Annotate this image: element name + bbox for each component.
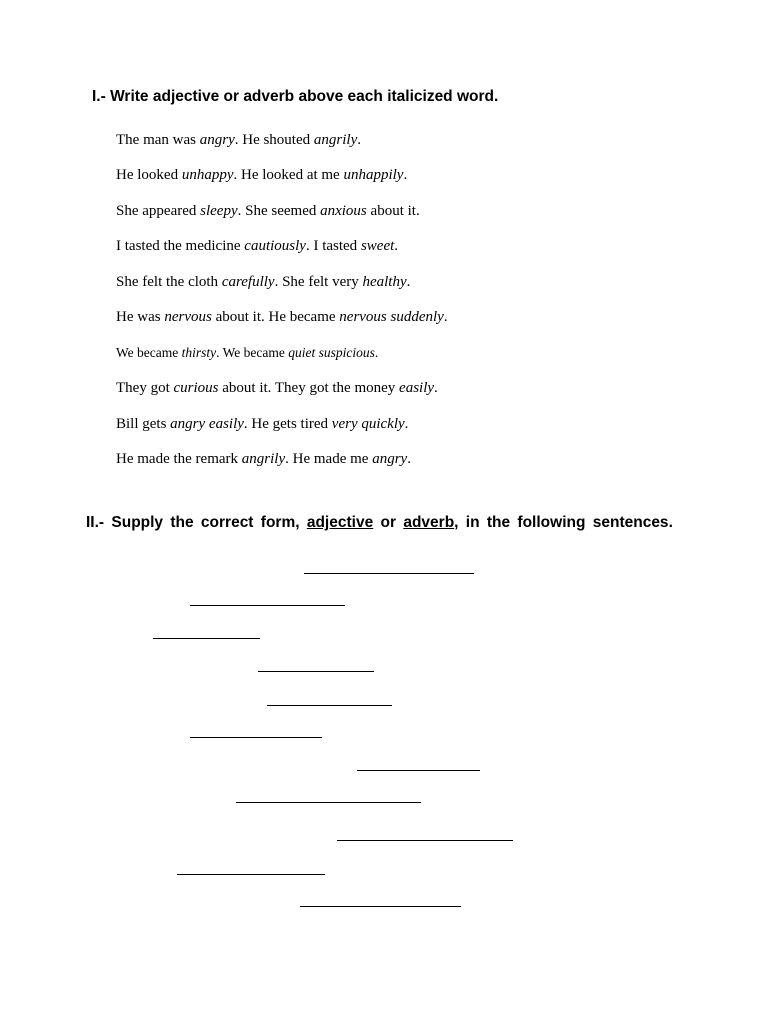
italicized-word: nervous suddenly [339, 309, 444, 325]
sentence-text: . [394, 238, 399, 254]
sentence-line [116, 416, 408, 433]
sentence-text: I tasted the medicine [116, 238, 245, 254]
sentence-text: about it. He became [211, 309, 340, 325]
sentence-text: . He looked at me [233, 167, 344, 183]
answer-blank-line[interactable] [300, 906, 461, 907]
sentence-text: . [403, 167, 408, 183]
italicized-word: cautiously [244, 238, 306, 254]
italicized-word: angrily [241, 451, 286, 467]
italicized-word: thirsty [181, 345, 217, 360]
italicized-word: anxious [320, 203, 367, 219]
sentence-text: . She felt very [274, 274, 363, 290]
section-2-heading-or: or [373, 514, 404, 531]
sentence-text: . [357, 132, 361, 148]
answer-blank-line[interactable] [304, 573, 474, 574]
sentence-text: We became [116, 345, 182, 360]
italicized-word: curious [173, 380, 219, 396]
italicized-word: easily [399, 380, 435, 396]
sentence-line [116, 380, 438, 397]
answer-blank-line[interactable] [236, 802, 421, 803]
sentence-text: . I tasted [305, 238, 361, 254]
section-2-heading-adverb: adverb [403, 514, 455, 531]
sentence-text: . He made me [285, 451, 373, 467]
sentence-text: They got [116, 380, 174, 396]
italicized-word: healthy [362, 274, 407, 290]
section-2-heading [86, 514, 673, 532]
section-1-heading: I.- Write adjective or adverb above each italicized word. [92, 88, 499, 105]
italicized-word: unhappy [181, 167, 234, 183]
sentence-text: He looked [116, 167, 182, 183]
section-2-heading-prefix: II.- Supply the correct form, [86, 514, 307, 531]
sentence-text: The man was [116, 132, 200, 148]
sentence-text: . [443, 309, 448, 325]
answer-blank-line[interactable] [337, 840, 513, 841]
sentence-text: . [406, 274, 411, 290]
italicized-word: sleepy [200, 203, 238, 219]
italicized-word: quiet suspicious [288, 345, 375, 360]
italicized-word: angry [199, 132, 235, 148]
sentence-text: . [434, 380, 438, 396]
sentence-text: . She seemed [237, 203, 321, 219]
sentence-text: . We became [216, 345, 289, 360]
sentence-text: about it. [366, 203, 420, 219]
answer-blank-line[interactable] [267, 705, 392, 706]
sentence-text: Bill gets [116, 416, 171, 432]
section-2-heading-period: . [668, 514, 673, 531]
italicized-word: angry [372, 451, 408, 467]
answer-blank-line[interactable] [357, 770, 480, 771]
sentence-text: He was [116, 309, 165, 325]
sentence-line [116, 167, 407, 184]
italicized-word: angrily [313, 132, 358, 148]
sentence-line [116, 274, 410, 291]
answer-blank-line[interactable] [153, 638, 260, 639]
sentence-text: . He gets tired [243, 416, 332, 432]
sentence-text: He made the remark [116, 451, 242, 467]
sentence-text: . [374, 345, 379, 360]
sentence-text: . [407, 451, 411, 467]
sentence-line [116, 132, 361, 149]
answer-blank-line[interactable] [190, 605, 345, 606]
sentence-line [116, 309, 448, 326]
answer-blank-line[interactable] [177, 874, 325, 875]
sentence-text: She felt the cloth [116, 274, 222, 290]
sentence-text: She appeared [116, 203, 201, 219]
sentence-text: . He shouted [234, 132, 314, 148]
sentence-line [116, 345, 378, 361]
italicized-word: angry easily [170, 416, 244, 432]
italicized-word: unhappily [343, 167, 404, 183]
sentence-text: . [404, 416, 409, 432]
section-2-heading-adjective: adjective [306, 514, 374, 531]
sentence-text: about it. They got the money [218, 380, 400, 396]
answer-blank-line[interactable] [258, 671, 374, 672]
sentence-line [116, 203, 420, 220]
section-2-heading-suffix: , in the following sentences [454, 514, 669, 531]
italicized-word: carefully [221, 274, 275, 290]
italicized-word: very quickly [331, 416, 405, 432]
italicized-word: nervous [164, 309, 212, 325]
sentence-line [116, 451, 411, 468]
answer-blank-line[interactable] [190, 737, 322, 738]
italicized-word: sweet [360, 238, 395, 254]
sentence-line [116, 238, 398, 255]
